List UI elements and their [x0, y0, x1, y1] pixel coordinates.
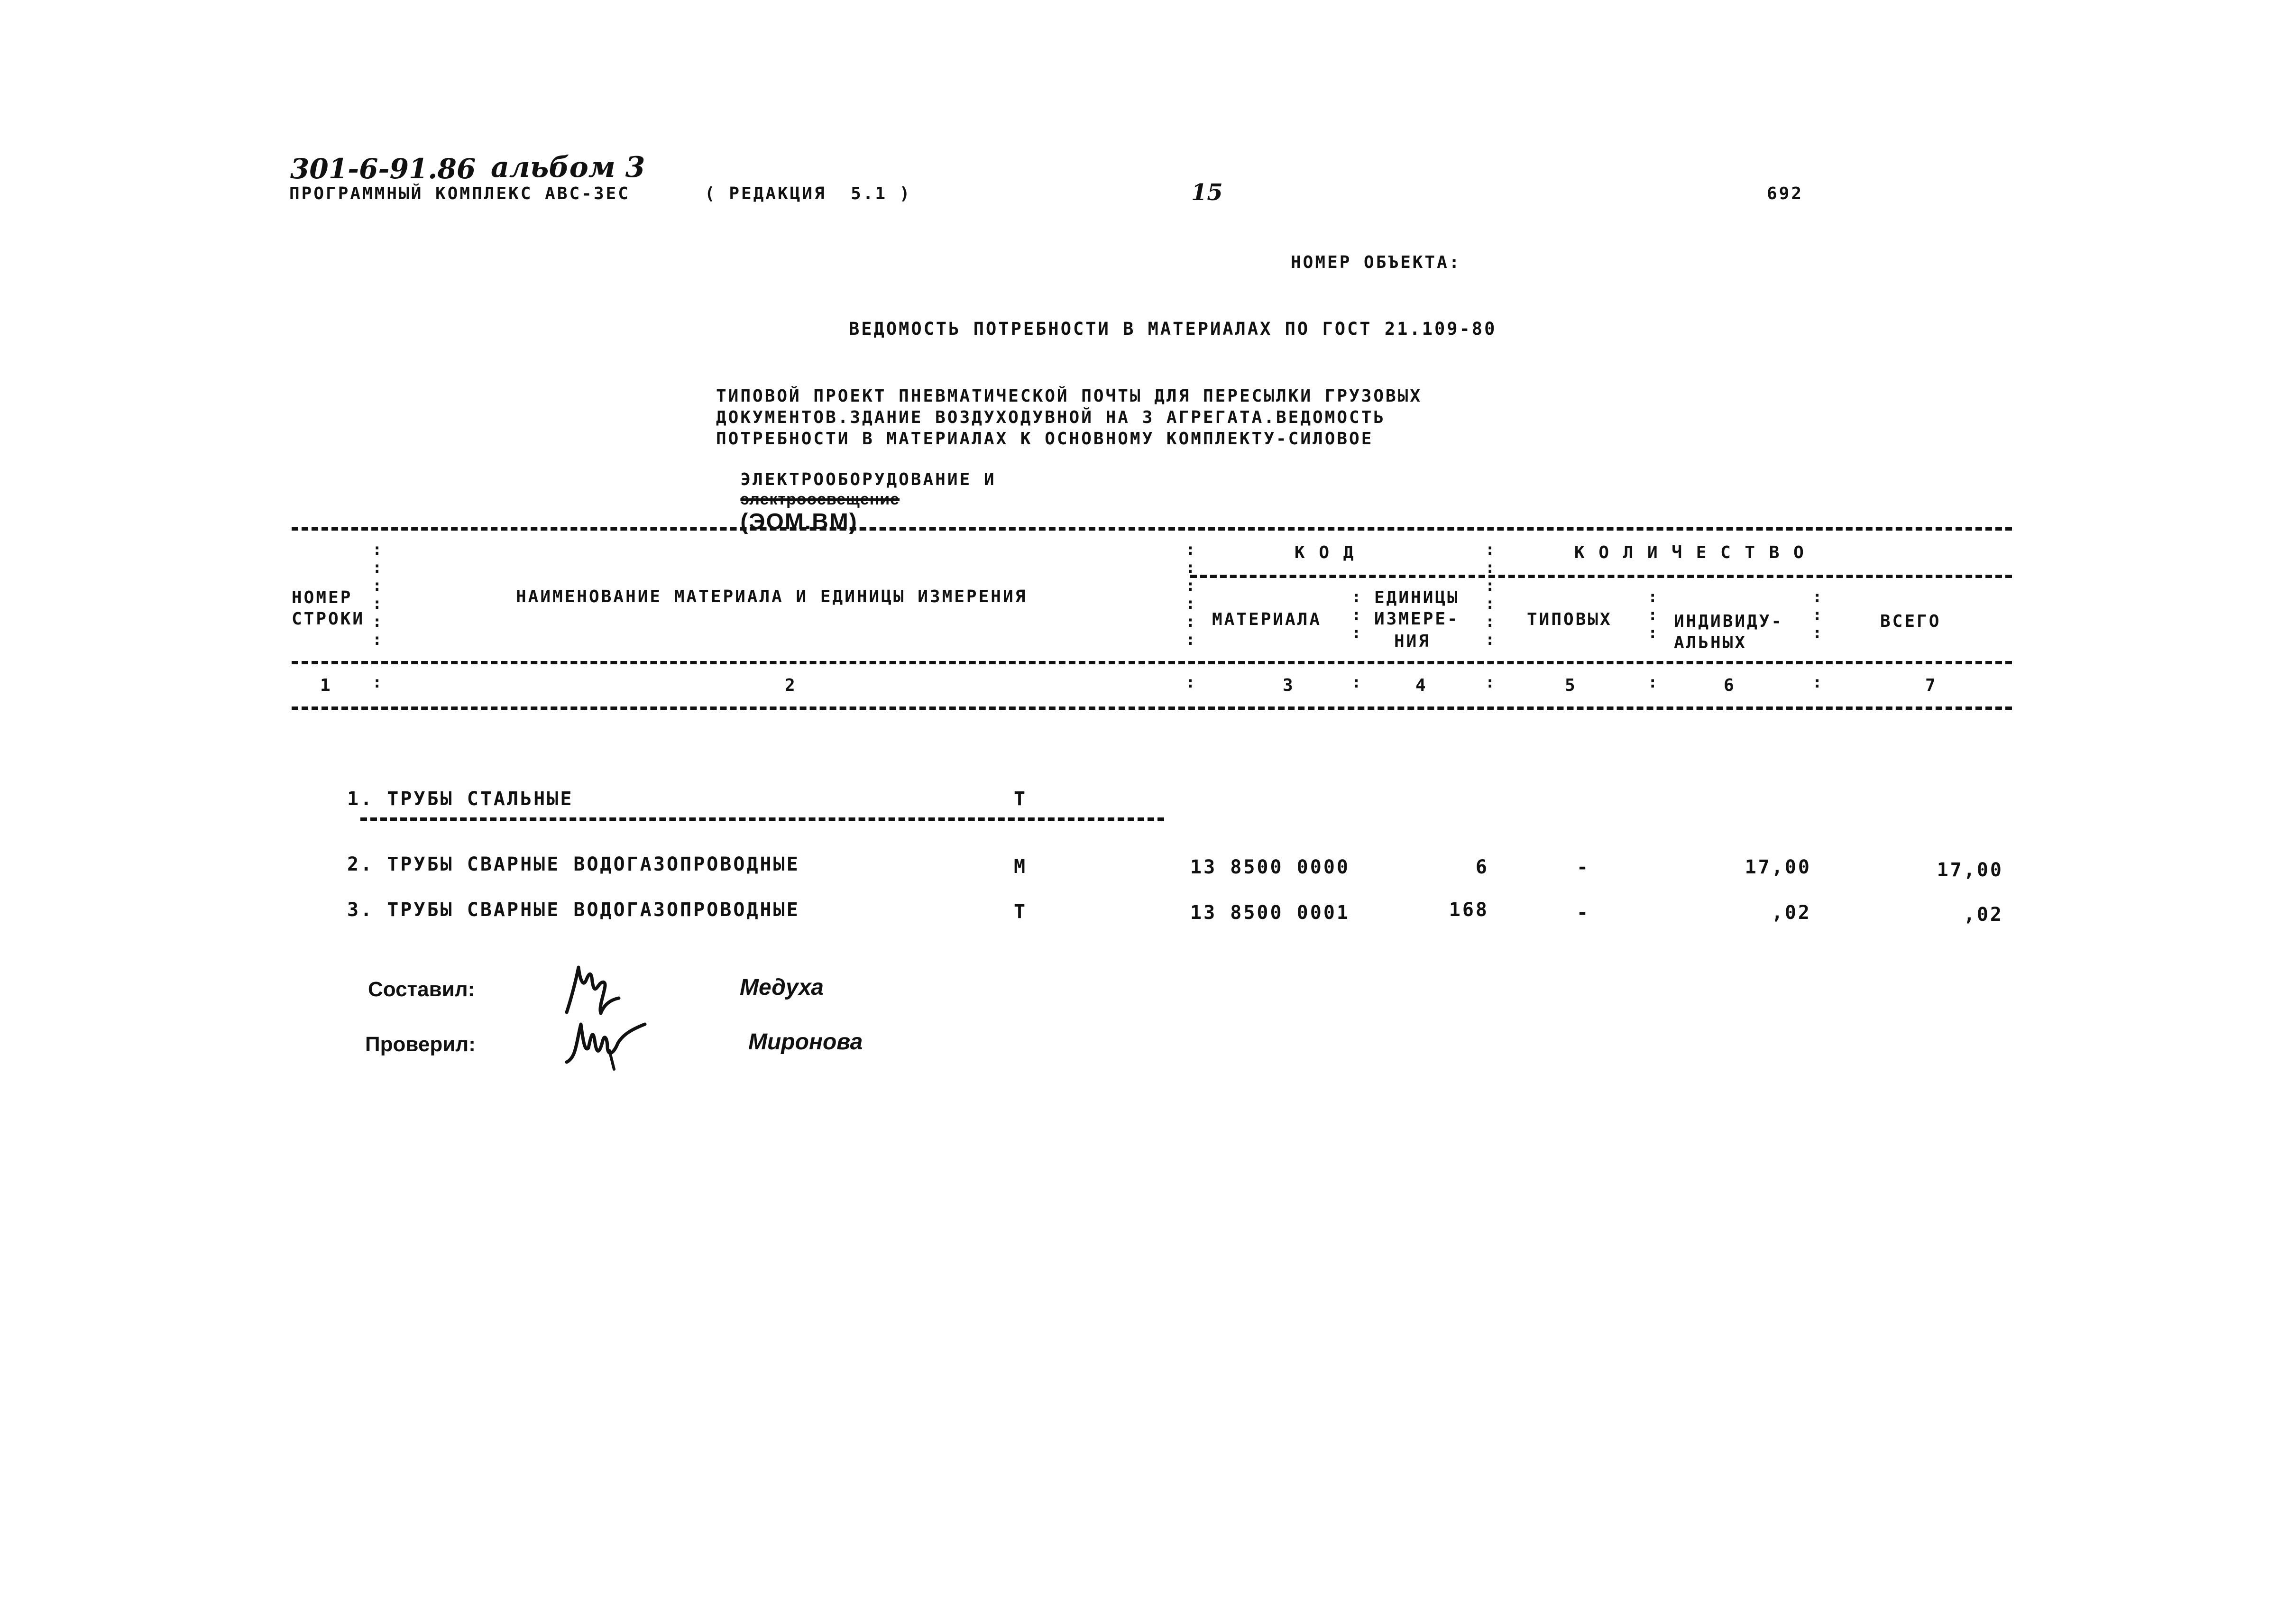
col-separator-num-3: : [1351, 673, 1361, 692]
header-individual-2: АЛЬНЫХ [1674, 633, 1747, 652]
header-row-number-2: СТРОКИ [292, 609, 365, 629]
col-separator-num-4: : [1485, 673, 1495, 692]
header-material-name: НАИМЕНОВАНИЕ МАТЕРИАЛА И ЕДИНИЦЫ ИЗМЕРЕНИЯ [516, 587, 1028, 606]
compiled-by-name: Медуха [740, 975, 824, 1000]
handwritten-doc-code: 301-6-91.86 [290, 153, 476, 185]
program-edition: ( РЕДАКЦИЯ 5.1 ) [705, 184, 912, 203]
description-handwritten-part: (ЭОМ.ВМ) [740, 509, 858, 534]
row-unit: Т [1014, 788, 1028, 810]
handwritten-album: альбом 3 [491, 151, 645, 184]
checked-signature-icon [562, 1015, 666, 1072]
row-item-name: 2. ТРУБЫ СВАРНЫЕ ВОДОГАЗОПРОВОДНЫЕ [347, 853, 800, 875]
col-separator-num-5: : [1648, 673, 1658, 692]
description-line-1: ТИПОВОЙ ПРОЕКТ ПНЕВМАТИЧЕСКОЙ ПОЧТЫ ДЛЯ ПЕРЕСЫЛКИ ГРУЗОВЫХ [716, 386, 1423, 406]
row-unit: М [1014, 856, 1028, 878]
header-quantity-group: К О Л И Ч Е С Т В О [1574, 543, 1806, 562]
header-code-group: К О Д [1295, 543, 1356, 562]
description-line-3: ПОТРЕБНОСТИ В МАТЕРИАЛАХ К ОСНОВНОМУ КОМПЛЕКТУ-СИЛОВОЕ [716, 429, 1374, 449]
col-separator-num-6: : [1812, 673, 1822, 692]
row-item-name: 1. ТРУБЫ СТАЛЬНЫЕ [347, 788, 574, 810]
header-unit-code-3: НИЯ [1394, 632, 1431, 651]
compiled-signature-icon [557, 960, 638, 1022]
column-number-4: 4 [1415, 676, 1428, 695]
row-total: 17,00 [1937, 859, 2003, 881]
header-typical: ТИПОВЫХ [1527, 610, 1612, 629]
program-name: ПРОГРАММНЫЙ КОМПЛЕКС АВС-ЗЕС [289, 184, 630, 203]
row-individual: 17,00 [1745, 856, 1811, 878]
row-typical: - [1577, 856, 1590, 878]
description-struck-part: электроосвещение [740, 490, 900, 508]
column-number-7: 7 [1925, 676, 1938, 695]
col-separator-5: : : : [1648, 587, 1658, 642]
group-underline [360, 817, 1164, 821]
table-rule-subheader [1190, 575, 2012, 578]
table-rule-top [292, 527, 2012, 531]
header-total: ВСЕГО [1880, 612, 1941, 631]
row-total: ,02 [1963, 904, 2003, 926]
col-separator-1: : : : : : : [372, 540, 382, 649]
row-material-code: 13 8500 0001 [1190, 902, 1350, 924]
page-number: 15 [1191, 179, 1223, 206]
object-number-label: НОМЕР ОБЪЕКТА: [1291, 253, 1461, 272]
checked-by-label: Проверил: [365, 1033, 476, 1056]
row-material-code: 13 8500 0000 [1190, 856, 1350, 878]
row-unit-code: 6 [1475, 856, 1489, 878]
row-unit-code: 168 [1449, 899, 1489, 921]
compiled-by-label: Составил: [368, 978, 475, 1001]
row-unit: Т [1014, 901, 1028, 923]
header-unit-code-1: ЕДИНИЦЫ [1374, 588, 1460, 607]
document-title: ВЕДОМОСТЬ ПОТРЕБНОСТИ В МАТЕРИАЛАХ ПО ГОСТ 21.109-80 [849, 319, 1497, 339]
col-separator-6: : : : [1812, 587, 1822, 642]
sheet-number: 692 [1767, 184, 1804, 203]
header-individual-1: ИНДИВИДУ- [1674, 612, 1784, 631]
col-separator-2: : : : : : : [1185, 540, 1195, 649]
col-separator-3: : : : [1351, 587, 1361, 642]
col-separator-num-2: : [1185, 673, 1195, 692]
header-unit-code-2: ИЗМЕРЕ- [1374, 609, 1460, 629]
description-typed-part: ЭЛЕКТРООБОРУДОВАНИЕ И [740, 470, 996, 489]
col-separator-num-1: : [372, 673, 382, 692]
column-number-3: 3 [1283, 676, 1295, 695]
column-number-2: 2 [785, 676, 797, 695]
table-rule-header-bottom [292, 661, 2012, 664]
row-item-name: 3. ТРУБЫ СВАРНЫЕ ВОДОГАЗОПРОВОДНЫЕ [347, 899, 800, 921]
column-number-5: 5 [1565, 676, 1577, 695]
column-number-1: 1 [320, 676, 332, 695]
description-line-4 [716, 450, 996, 535]
header-row-number-1: НОМЕР [292, 588, 353, 607]
row-individual: ,02 [1771, 902, 1811, 924]
description-line-2: ДОКУМЕНТОВ.ЗДАНИЕ ВОЗДУХОДУВНОЙ НА 3 АГРЕГАТА.ВЕДОМОСТЬ [716, 408, 1386, 427]
col-separator-4: : : : : : : [1485, 540, 1495, 649]
row-typical: - [1577, 902, 1590, 924]
header-material-code: МАТЕРИАЛА [1212, 610, 1322, 629]
table-rule-numbers-bottom [292, 706, 2012, 710]
checked-by-name: Миронова [748, 1029, 863, 1055]
column-number-6: 6 [1724, 676, 1736, 695]
